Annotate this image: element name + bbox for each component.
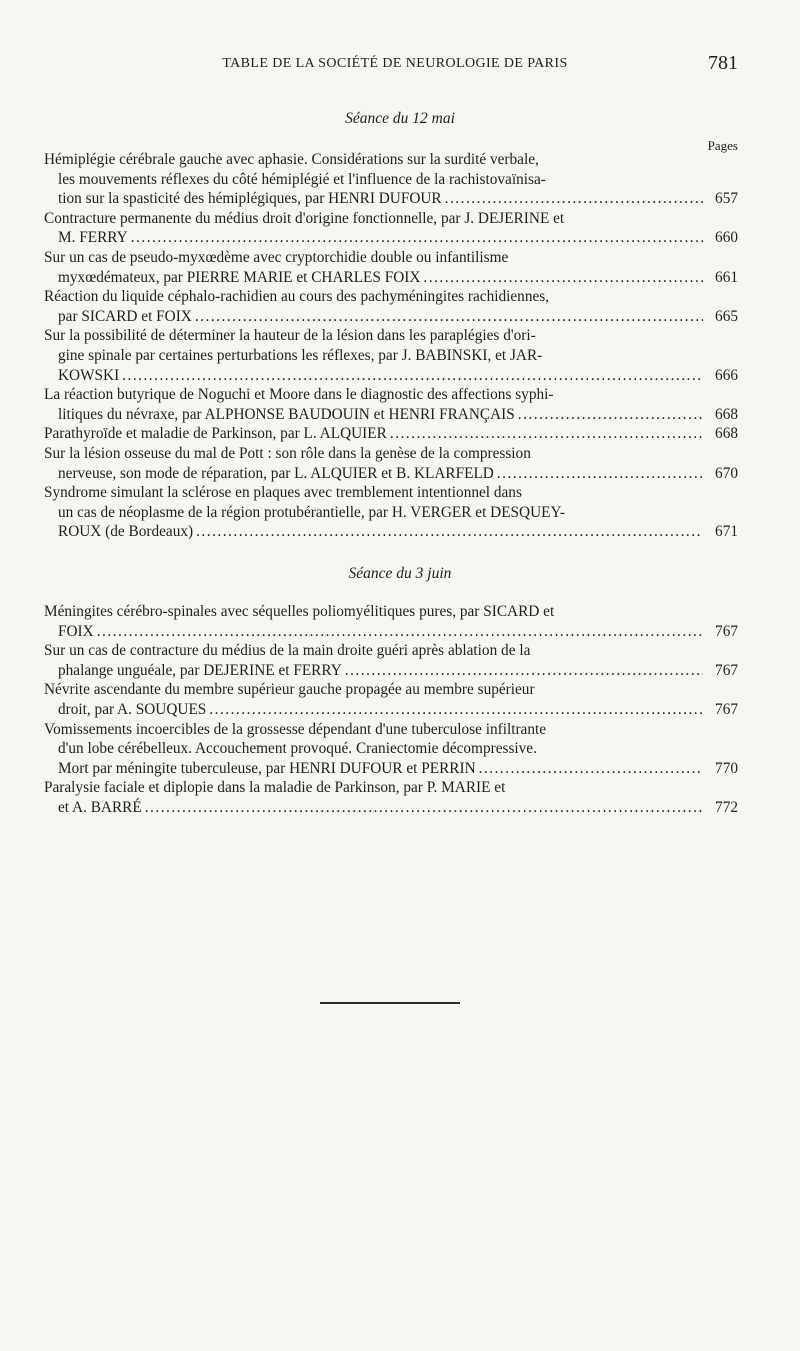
dot-leader [445, 189, 703, 209]
entry-last-line [44, 798, 738, 818]
entry-line: KOWSKI [58, 366, 120, 384]
entry-line: litiques du névraxe, par ALPHONSE BAUDOUIN et HENRI FRANÇAIS [58, 405, 515, 423]
running-head: TABLE DE LA SOCIÉTÉ DE NEUROLOGIE DE PARIS [222, 56, 568, 71]
entry-last-line [44, 189, 738, 209]
toc-entry [44, 641, 738, 680]
dot-leader [97, 622, 703, 642]
entry-page-number: 767 [715, 661, 738, 679]
page-header [0, 52, 800, 76]
dot-leader [209, 700, 703, 720]
entry-last-line [44, 307, 738, 327]
toc-entry [44, 680, 738, 719]
entry-last-line [44, 228, 738, 248]
entry-line: par SICARD et FOIX [58, 307, 192, 325]
entry-last-line [44, 700, 738, 720]
entry-line: Paralysie faciale et diplopie dans la maladie de Parkinson, par P. MARIE et [44, 779, 506, 797]
dot-leader [518, 405, 703, 425]
dot-leader [479, 759, 703, 779]
section-title-12-mai: Séance du 12 mai [345, 110, 455, 127]
dot-leader [131, 228, 703, 248]
entry-line: nerveuse, son mode de réparation, par L. ALQUIER et B. KLARFELD [58, 464, 494, 482]
entry-page-number: 657 [715, 190, 738, 208]
entry-line: Sur un cas de contracture du médius de la main droite guéri après ablation de la [44, 642, 531, 660]
entry-line: Mort par méningite tuberculeuse, par HENRI DUFOUR et PERRIN [58, 759, 476, 777]
entry-line: gine spinale par certaines perturbations les réflexes, par J. BABINSKI, et JAR- [58, 346, 543, 364]
entry-page-number: 670 [715, 464, 738, 482]
entry-page-number: 770 [715, 759, 738, 777]
entry-line: phalange unguéale, par DEJERINE et FERRY [58, 661, 342, 679]
entry-last-line [44, 366, 738, 386]
toc-entry [44, 444, 738, 483]
entry-line: tion sur la spasticité des hémiplégiques, par HENRI DUFOUR [58, 190, 442, 208]
entry-last-line [44, 268, 738, 288]
entry-line: Hémiplégie cérébrale gauche avec aphasie. Considérations sur la surdité verbale, [44, 151, 539, 168]
entry-page-number: 661 [715, 268, 738, 286]
entry-line: droit, par A. SOUQUES [58, 700, 207, 718]
toc-entry [44, 248, 738, 287]
entry-last-line [44, 759, 738, 779]
entry-page-number: 767 [715, 700, 738, 718]
entry-line: Vomissements incoercibles de la grossesse dépendant d'une tuberculose infiltrante [44, 720, 547, 738]
entry-line: d'un lobe cérébelleux. Accouchement provoqué. Craniectomie décompressive. [58, 740, 537, 758]
section-title-3-juin: Séance du 3 juin [348, 565, 452, 582]
entry-line: un cas de néoplasme de la région protubérantielle, par H. VERGER et DESQUEY- [58, 503, 565, 521]
entry-line: Névrite ascendante du membre supérieur gauche propagée au membre supérieur [44, 681, 535, 699]
entry-line: La réaction butyrique de Noguchi et Moore dans le diagnostic des affections syphi- [44, 386, 554, 404]
entry-line: Réaction du liquide céphalo-rachidien au cours des pachyméningites rachidiennes, [44, 288, 550, 306]
toc-entry [44, 385, 738, 424]
dot-leader [195, 307, 703, 327]
entry-page-number: 668 [715, 425, 738, 443]
entry-last-line [44, 405, 738, 425]
toc-entry [44, 150, 738, 209]
entry-line: M. FERRY [58, 229, 128, 247]
dot-leader [497, 464, 703, 484]
toc-entry [44, 209, 738, 248]
entry-last-line [44, 622, 738, 642]
entry-line: Syndrome simulant la sclérose en plaques avec tremblement intentionnel dans [44, 484, 522, 502]
entry-page-number: 767 [715, 622, 738, 640]
dot-leader [196, 522, 703, 542]
pages-column-label: Pages [707, 138, 738, 153]
toc-entry [44, 602, 738, 641]
toc-entry [44, 483, 738, 542]
entry-last-line [44, 661, 738, 681]
entry-line: Contracture permanente du médius droit d'origine fonctionnelle, par J. DEJERINE et [44, 209, 565, 227]
entry-line: Parathyroïde et maladie de Parkinson, par L. ALQUIER [44, 425, 387, 443]
dot-leader [122, 366, 703, 386]
dot-leader [345, 661, 703, 681]
entry-page-number: 660 [715, 229, 738, 247]
toc-entry [44, 424, 738, 444]
dot-leader [390, 424, 703, 444]
section-entries-3-juin [44, 602, 738, 818]
entry-last-line [44, 464, 738, 484]
entry-page-number: 772 [715, 798, 738, 816]
entry-line: ROUX (de Bordeaux) [58, 523, 194, 541]
closing-rule [320, 1002, 460, 1004]
entry-last-line [44, 424, 738, 444]
entry-line: Sur la lésion osseuse du mal de Pott : son rôle dans la genèse de la compression [44, 444, 531, 462]
entry-page-number: 665 [715, 307, 738, 325]
entry-page-number: 668 [715, 405, 738, 423]
entry-line: et A. BARRÉ [58, 798, 142, 816]
dot-leader [423, 268, 703, 288]
entry-line: FOIX [58, 622, 94, 640]
section-entries-12-mai [44, 150, 738, 542]
dot-leader [145, 798, 703, 818]
entry-line: myxœdémateux, par PIERRE MARIE et CHARLES FOIX [58, 268, 421, 286]
toc-entry [44, 287, 738, 326]
entry-line: Sur un cas de pseudo-myxœdème avec cryptorchidie double ou infantilisme [44, 248, 509, 266]
entry-line: Méningites cérébro-spinales avec séquelles poliomyélitiques pures, par SICARD et [44, 603, 555, 620]
entry-page-number: 666 [715, 366, 738, 384]
entry-page-number: 671 [715, 523, 738, 541]
entry-last-line [44, 522, 738, 542]
entry-line: les mouvements réflexes du côté hémiplégié et l'influence de la rachistovaïnisa- [58, 170, 546, 188]
page-number: 781 [708, 52, 738, 74]
toc-entry [44, 778, 738, 817]
entry-line: Sur la possibilité de déterminer la hauteur de la lésion dans les paraplégies d'ori- [44, 327, 536, 345]
toc-entry [44, 326, 738, 385]
toc-entry [44, 720, 738, 779]
